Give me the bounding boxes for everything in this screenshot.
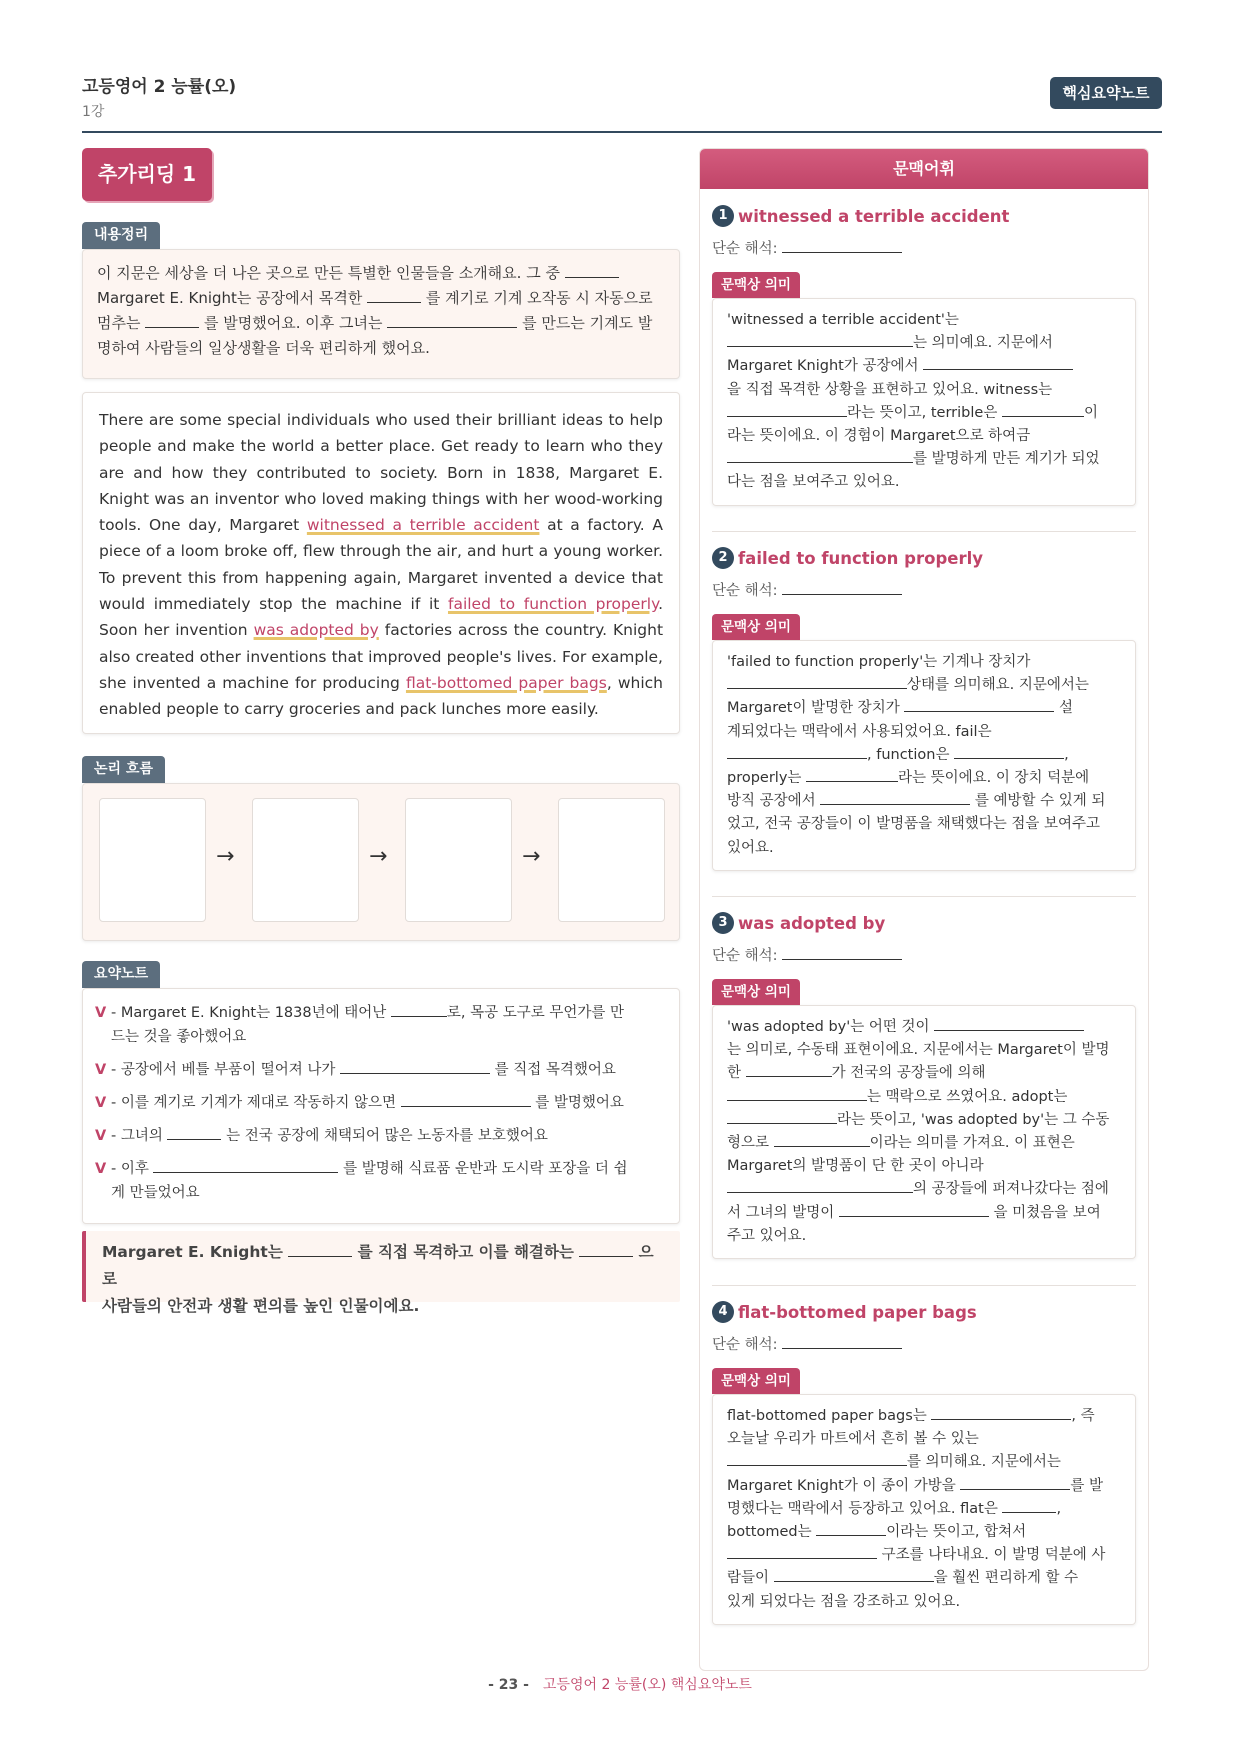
- highlight-phrase-2: failed to function properly: [447, 595, 659, 614]
- simple-translation: 단순 해석:: [712, 237, 1136, 258]
- simple-translation: 단순 해석:: [712, 579, 1136, 600]
- section-title: 추가리딩 1: [82, 148, 212, 201]
- vocab-panel-title: 문맥어휘: [700, 149, 1148, 189]
- vocab-item: [712, 205, 1136, 506]
- lesson-label: 1강: [82, 104, 105, 120]
- meaning-box: 'was adopted by'는 어떤 것이 는 의미로, 수동태 표현이에요. 지문에서는 Margaret이 발명 한 가 전국의 공장들에 의해 는 맥락으로 쓰였어요. adopt는 라는 뜻이고, 'was adopted by'는 그 수동 형으로 이라는 의미를 가져요. 이 표현은 Margaret의 발명품이 단 한 곳이 아니라 의 공장들에 퍼져나갔다는 점에 서 그녀의 발명이 을 미쳤음을 보여 주고 있어요.: [712, 1005, 1136, 1259]
- vocab-word: witnessed a terrible accident: [738, 206, 1010, 226]
- conclusion-box: Margaret E. Knight는 를 직접 목격하고 이를 해결하는 으로 사람들의 안전과 생활 편의를 높인 인물이에요.: [82, 1231, 680, 1302]
- highlight-phrase-3: was adopted by: [253, 621, 379, 640]
- item-number: 1: [712, 205, 734, 227]
- footer-title: 고등영어 2 능률(오) 핵심요약노트: [542, 1677, 752, 1693]
- flow-step-4[interactable]: [558, 798, 665, 922]
- simple-translation: 단순 해석:: [712, 1333, 1136, 1354]
- divider: [712, 896, 1136, 897]
- highlight-phrase-4: flat-bottomed paper bags: [405, 673, 607, 692]
- check-icon: V: [95, 1005, 107, 1021]
- vocab-word: failed to function properly: [738, 548, 983, 568]
- vocab-word: flat-bottomed paper bags: [738, 1302, 977, 1322]
- passage-box: [82, 392, 680, 734]
- simple-translation: 단순 해석:: [712, 944, 1136, 965]
- summary-box: [82, 249, 680, 379]
- list-item: V - 그녀의 는 전국 공장에 채택되어 많은 노동자를 보호했어요: [83, 1124, 679, 1148]
- divider: [712, 531, 1136, 532]
- divider: [712, 1285, 1136, 1286]
- meaning-box: 'witnessed a terrible accident'는 는 의미예요. 지문에서 Margaret Knight가 공장에서 을 직접 목격한 상황을 표현하고 있어요. witness는 라는 뜻이고, terrible은 이 라는 뜻이에요. 이 경험이 Margaret으로 하여금 를 발명하게 만든 계기가 되었 다는 점을 보여주고 있어요.: [712, 298, 1136, 506]
- item-number: 2: [712, 547, 734, 569]
- logic-flow-box: [82, 783, 680, 941]
- check-icon: V: [95, 1161, 107, 1177]
- logic-tag: 논리 흐름: [82, 756, 165, 783]
- check-icon: V: [95, 1095, 107, 1111]
- meaning-tag: 문맥상 의미: [712, 979, 800, 1005]
- item-number: 4: [712, 1301, 734, 1323]
- summary-tag: 내용정리: [82, 222, 160, 249]
- list-item: V - 이후 를 발명해 식료품 운반과 도시락 포장을 더 쉽 게 만들었어요: [83, 1157, 679, 1205]
- flow-step-2[interactable]: [252, 798, 359, 922]
- meaning-tag: 문맥상 의미: [712, 1368, 800, 1394]
- check-icon: V: [95, 1128, 107, 1144]
- meaning-box: flat-bottomed paper bags는 , 즉 오늘날 우리가 마트에서 흔히 볼 수 있는 를 의미해요. 지문에서는 Margaret Knight가 이 종이 가방을 를 발 명했다는 맥락에서 등장하고 있어요. flat은 , bottomed는 이라는 뜻이고, 합쳐서 구조를 나타내요. 이 발명 덕분에 사 람들이 을 훨씬 편리하게 할 수 있게 되었다는 점을 강조하고 있어요.: [712, 1394, 1136, 1625]
- page-number: - 23 -: [488, 1677, 529, 1693]
- list-item: V - 이를 계기로 기계가 제대로 작동하지 않으면 를 발명했어요: [83, 1091, 679, 1115]
- vocab-item: [712, 1301, 1136, 1625]
- vocab-item: [712, 912, 1136, 1259]
- arrow-icon: →: [522, 844, 541, 869]
- list-item: V - Margaret E. Knight는 1838년에 태어난 로, 목공 도구로 무언가를 만 드는 것을 좋아했어요: [83, 1001, 679, 1049]
- note-badge: 핵심요약노트: [1050, 77, 1162, 109]
- meaning-tag: 문맥상 의미: [712, 614, 800, 640]
- reading-passage: There are some special individuals who used their brilliant ideas to help people and make the world a better place. Get ready to learn who they are and how they contributed to society. Born in 1838, Margaret E. Knight was an inventor who loved making things with her wood-working tools. One day, Margaret witnessed a terrible accident at a factory. A piece of a loom broke off, flew through the air, and hurt a young worker. To prevent this from happening again, Margaret invented a device that would immediately stop the machine if it failed to function properly. Soon her invention was adopted by factories across the country. Knight also created other inventions that improved people's lives. For example, she invented a machine for producing flat-bottomed paper bags, which enabled people to carry groceries and pack lunches more easily.: [99, 411, 664, 719]
- page-footer: [0, 1674, 1240, 1694]
- summary-text: 이 지문은 세상을 더 나은 곳으로 만든 특별한 인물들을 소개해요. 그 중 Margaret E. Knight는 공장에서 목격한 를 계기로 기계 오작동 시 자동으로 멈추는 를 발명했어요. 이후 그녀는 를 만드는 기계도 발 명하여 사람들의 일상생활을 더욱 편리하게 했어요.: [97, 264, 653, 357]
- notes-box: [82, 988, 680, 1224]
- notes-tag: 요약노트: [82, 961, 160, 988]
- header-divider: [82, 131, 1162, 133]
- meaning-tag: 문맥상 의미: [712, 272, 800, 298]
- vocab-item: [712, 547, 1136, 871]
- arrow-icon: →: [216, 844, 235, 869]
- highlight-phrase-1: witnessed a terrible accident: [306, 516, 540, 535]
- book-title: 고등영어 2 능률(오): [82, 77, 237, 97]
- flow-step-3[interactable]: [405, 798, 512, 922]
- vocab-panel: [699, 148, 1149, 1671]
- vocab-word: was adopted by: [738, 913, 886, 933]
- arrow-icon: →: [369, 844, 388, 869]
- meaning-box: 'failed to function properly'는 기계나 장치가 상태를 의미해요. 지문에서는 Margaret이 발명한 장치가 설 계되었다는 맥락에서 사용되었어요. fail은 , function은 , properly는 라는 뜻이에요. 이 장치 덕분에 방직 공장에서 를 예방할 수 있게 되 었고, 전국 공장들이 이 발명품을 채택했다는 점을 보여주고 있어요.: [712, 640, 1136, 871]
- flow-step-1[interactable]: [99, 798, 206, 922]
- list-item: V - 공장에서 베틀 부품이 떨어져 나가 를 직접 목격했어요: [83, 1058, 679, 1082]
- item-number: 3: [712, 912, 734, 934]
- check-icon: V: [95, 1062, 107, 1078]
